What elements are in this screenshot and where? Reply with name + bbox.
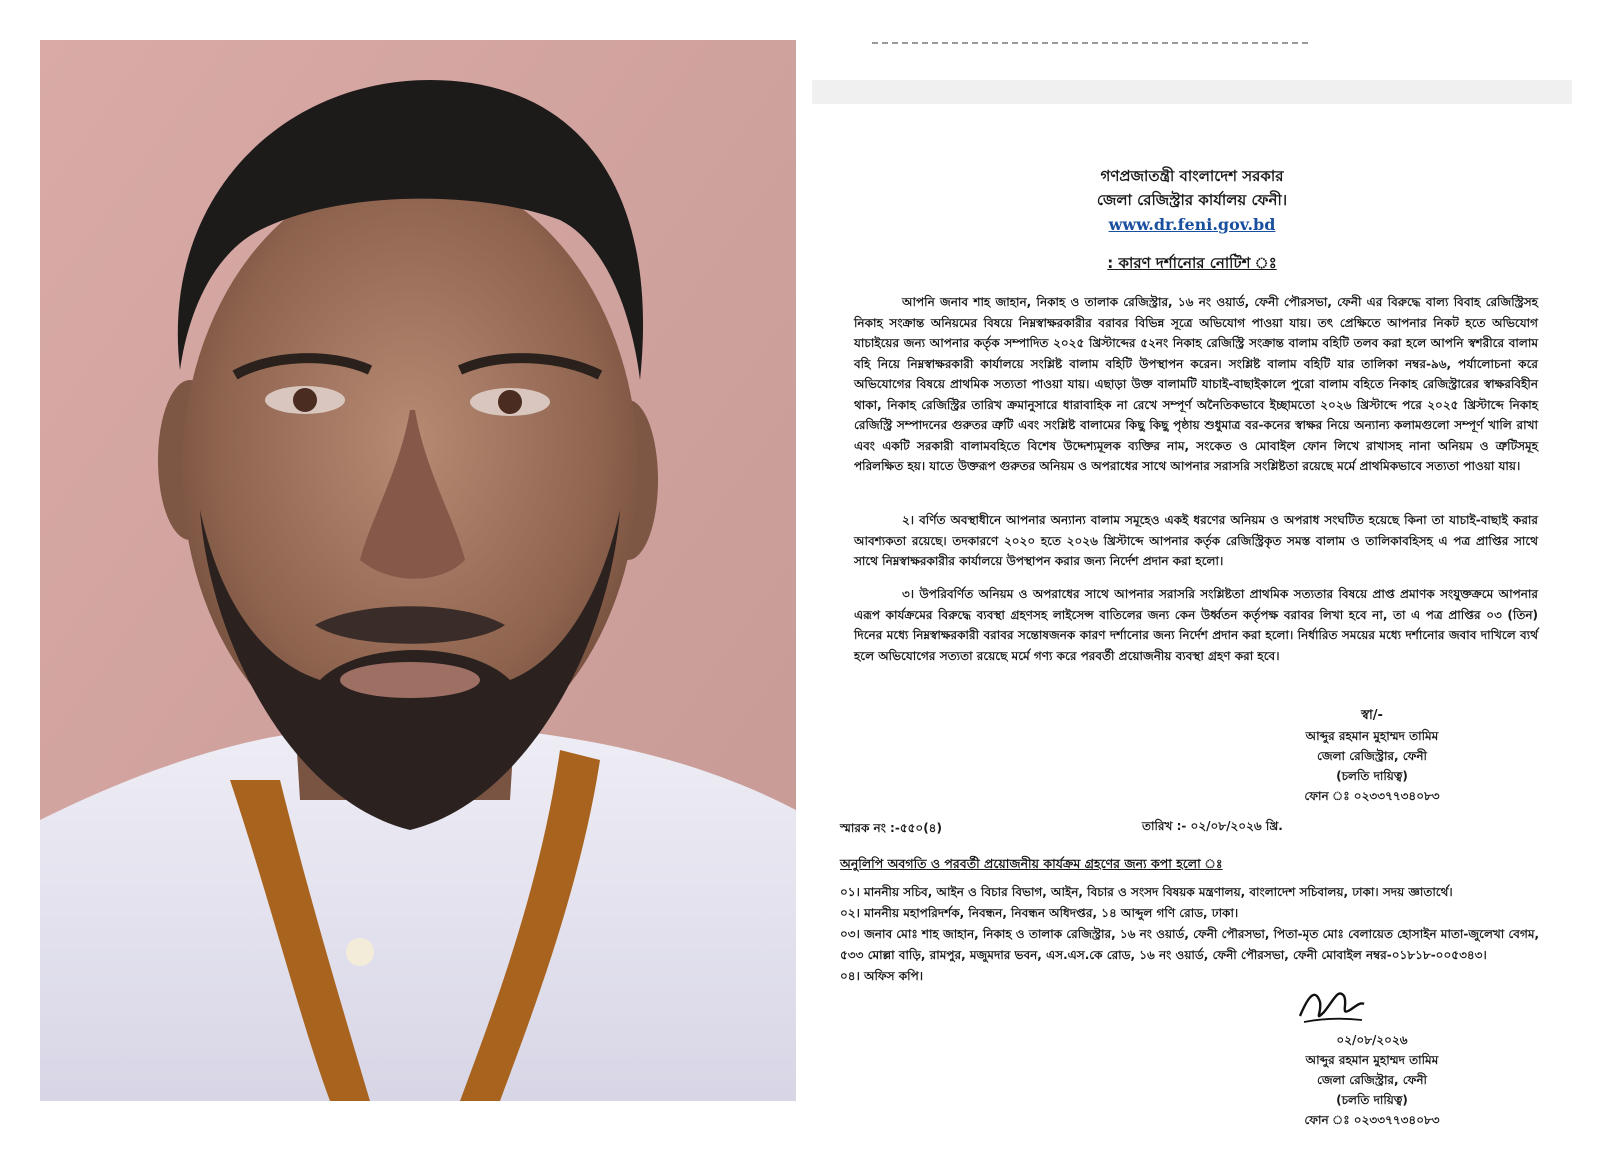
signature-date: ০২/০৮/২০২৬: [1336, 1033, 1408, 1047]
top-divider: [872, 42, 1308, 44]
copy-list: [840, 882, 1540, 987]
copy-item: ০১। মাননীয় সচিব, আইন ও বিচার বিভাগ, আইন, বিচার ও সংসদ বিষয়ক মন্ত্রণালয়, বাংলাদেশ সচিবালয়, ঢাকা। সদয় জ্ঞাতার্থে।: [840, 885, 1453, 899]
office-website: www.dr.feni.gov.bd: [1108, 215, 1276, 234]
signed-mark: স্বা/-: [1361, 708, 1383, 723]
copy-heading: অনুলিপি অবগতি ও পরবর্তী প্রয়োজনীয় কার্যক্রম গ্রহণের জন্য কপা হলো ঃ: [840, 856, 1223, 871]
show-cause-notice: [812, 30, 1572, 1166]
signatory-name: আব্দুর রহমান মুহাম্মদ তামিম: [1305, 729, 1439, 743]
portrait-photo: [40, 40, 796, 1101]
office-name: জেলা রেজিস্ট্রার কার্যালয় ফেনী।: [1096, 191, 1288, 209]
copy-item: ০২। মাননীয় মহাপরিদর্শক, নিবন্ধন, নিবন্ধন অধিদপ্তর, ১৪ আব্দুল গণি রোড, ঢাকা।: [840, 906, 1239, 920]
paragraph-2: ২। বর্ণিত অবস্থাধীনে আপনার অন্যান্য বালাম সমূহেও একই ধরণের অনিয়ম ও অপরাধ সংঘটিত হয়েছে কিনা তা যাচাই-বাছাই করার আবশ্যকতা রয়েছে। তদকারণে ২০২০ হতে ২০২৬ খ্রিস্টাব্দে আপনার কর্তৃক রেজিস্ট্রিকৃত সমস্ত বালাম ও তালিকাবহিসহ এ পত্র প্রাপ্তির সাথে সাথে নিম্নস্বাক্ষরকারীর কার্যালয়ে উপস্থাপন করার জন্য নির্দেশ প্রদান করা হলো।: [854, 513, 1538, 568]
scan-band: [812, 80, 1572, 104]
letterhead: [812, 164, 1572, 238]
memo-date: তারিখ :- ০২/০৮/২০২৬ খ্রি.: [1142, 819, 1283, 833]
memo-number: স্মারক নং :-৫৫০(৪): [840, 821, 942, 835]
govt-name: গণপ্রজাতন্ত্রী বাংলাদেশ সরকার: [1100, 167, 1284, 185]
signatory-charge: (চলতি দায়িত্ব): [1336, 1093, 1408, 1107]
copy-item: ০৪। অফিস কপি।: [840, 969, 924, 983]
signatory-phone: ফোন ঃ ০২৩৩৭৭৩৪০৮৩: [1304, 789, 1440, 803]
signatory-name: আব্দুর রহমান মুহাম্মদ তামিম: [1305, 1053, 1439, 1067]
paragraph-1: আপনি জনাব শাহ জাহান, নিকাহ ও তালাক রেজিস্ট্রার, ১৬ নং ওয়ার্ড, ফেনী পৌরসভা, ফেনী এর বিরুদ্ধে বাল্য বিবাহ রেজিস্ট্রিসহ নিকাহ সংক্রান্ত অনিয়মের বিষয়ে নিম্নস্বাক্ষরকারীর বরাবর বিভিন্ন সূত্রে অভিযোগ পাওয়া যায়। তৎ প্রেক্ষিতে আপনার নিকট হতে অভিযোগ যাচাইয়ের জন্য আপনার কর্তৃক সম্পাদিত ২০২৫ খ্রিস্টাব্দের ৫২নং নিকাহ রেজিস্ট্রি সংক্রান্ত বালাম বহিটি তলব করা হলে আপনি স্বশরীরে বালাম বহি নিয়ে নিম্নস্বাক্ষরকারী কার্যালয়ে সংশ্লিষ্ট বালাম বহিটি উপস্থাপন করেন। সংশ্লিষ্ট বালাম বহিটি যার তালিকা নম্বর-৯৬, পর্যালোচনা করে অভিযোগের বিষয়ে প্রাথমিক সত্যতা পাওয়া যায়। এছাড়া উক্ত বালামটি যাচাই-বাছাইকালে পুরো বালাম বহিতে নিকাহ রেজিস্ট্রারের স্বাক্ষরবিহীন থাকা, নিকাহ রেজিস্ট্রির তারিখ ক্রমানুসারে ধারাবাহিক না রেখে সম্পূর্ণ অনৈতিকভাবে ইচ্ছামতো ২০২৬ খ্রিস্টাব্দে পরে ২০২৫ খ্রিস্টাব্দে নিকাহ রেজিস্ট্রি সম্পাদনের গুরুতর ত্রুটি এবং সংশ্লিষ্ট বালামের কিছু কিছু পৃষ্ঠায় শুধুমাত্র বর-কনের স্বাক্ষর নিয়ে অন্যান্য কলামগুলো সম্পূর্ণ খালি রাখা এবং একটি সরকারী বালামবহিতে বিশেষ উদ্দেশ্যমূলক ব্যক্তির নাম, সংকেত ও মোবাইল ফোন লিখে রাখাসহ নানা অনিয়ম ও ত্রুটিসমূহ পরিলক্ষিত হয়। যাতে উক্তরূপ গুরুতর অনিয়ম ও অপরাধের সাথে আপনার সরাসরি সংশ্লিষ্টতা রয়েছে মর্মে প্রাথমিকভাবে সত্যতা পাওয়া যায়।: [854, 295, 1538, 473]
handwritten-signature-icon: [1294, 982, 1368, 1028]
copy-item: ০৩। জনাব মোঃ শাহ জাহান, নিকাহ ও তালাক রেজিস্ট্রার, ১৬ নং ওয়ার্ড, ফেনী পৌরসভা, পিতা-মৃত মোঃ বেলায়েত হোসাইন মাতা-জুলেখা বেগম, ৫৩৩ মোল্লা বাড়ি, রামপুর, মজুমদার ভবন, এস.এস.কে রোড, ১৬ নং ওয়ার্ড, ফেনী পৌরসভা, ফেনী মোবাইল নম্বর-০১৮১৮-০০৫৩৪৩।: [840, 927, 1540, 962]
signature-block-top: [1252, 706, 1492, 806]
signatory-phone: ফোন ঃ ০২৩৩৭৭৩৪০৮৩: [1304, 1113, 1440, 1127]
portrait-illustration: [40, 40, 796, 1101]
signatory-charge: (চলতি দায়িত্ব): [1336, 769, 1408, 783]
signature-block-bottom: [1252, 1030, 1492, 1130]
signatory-designation: জেলা রেজিস্ট্রার, ফেনী: [1317, 1073, 1427, 1087]
paragraph-3: ৩। উপরিবর্ণিত অনিয়ম ও অপরাধের সাথে আপনার সরাসরি সংশ্লিষ্টতা প্রাথমিক সত্যতার বিষয়ে প্রাপ্ত প্রমাণক সংযুক্তক্রমে আপনার এরূপ কার্যক্রমের বিরুদ্ধে ব্যবস্থা গ্রহণসহ লাইসেন্স বাতিলের জন্য কেন উর্ধ্বতন কর্তৃপক্ষ বরাবর লিখা হবে না, তা এ পত্র প্রাপ্তির ০৩ (তিন) দিনের মধ্যে নিম্নস্বাক্ষরকারী বরাবর সন্তোষজনক কারণ দর্শানোর জন্য নির্দেশ প্রদান করা হলো। নির্ধারিত সময়ের মধ্যে দর্শানোর জবাব দাখিলে ব্যর্থ হলে অভিযোগের সত্যতা রয়েছে মর্মে গণ্য করে পরবর্তী প্রয়োজনীয় ব্যবস্থা গ্রহণ করা হবে।: [854, 587, 1538, 663]
notice-title: : কারণ দর্শানোর নোটিশ ঃ: [1107, 254, 1277, 272]
signatory-designation: জেলা রেজিস্ট্রার, ফেনী: [1317, 749, 1427, 763]
